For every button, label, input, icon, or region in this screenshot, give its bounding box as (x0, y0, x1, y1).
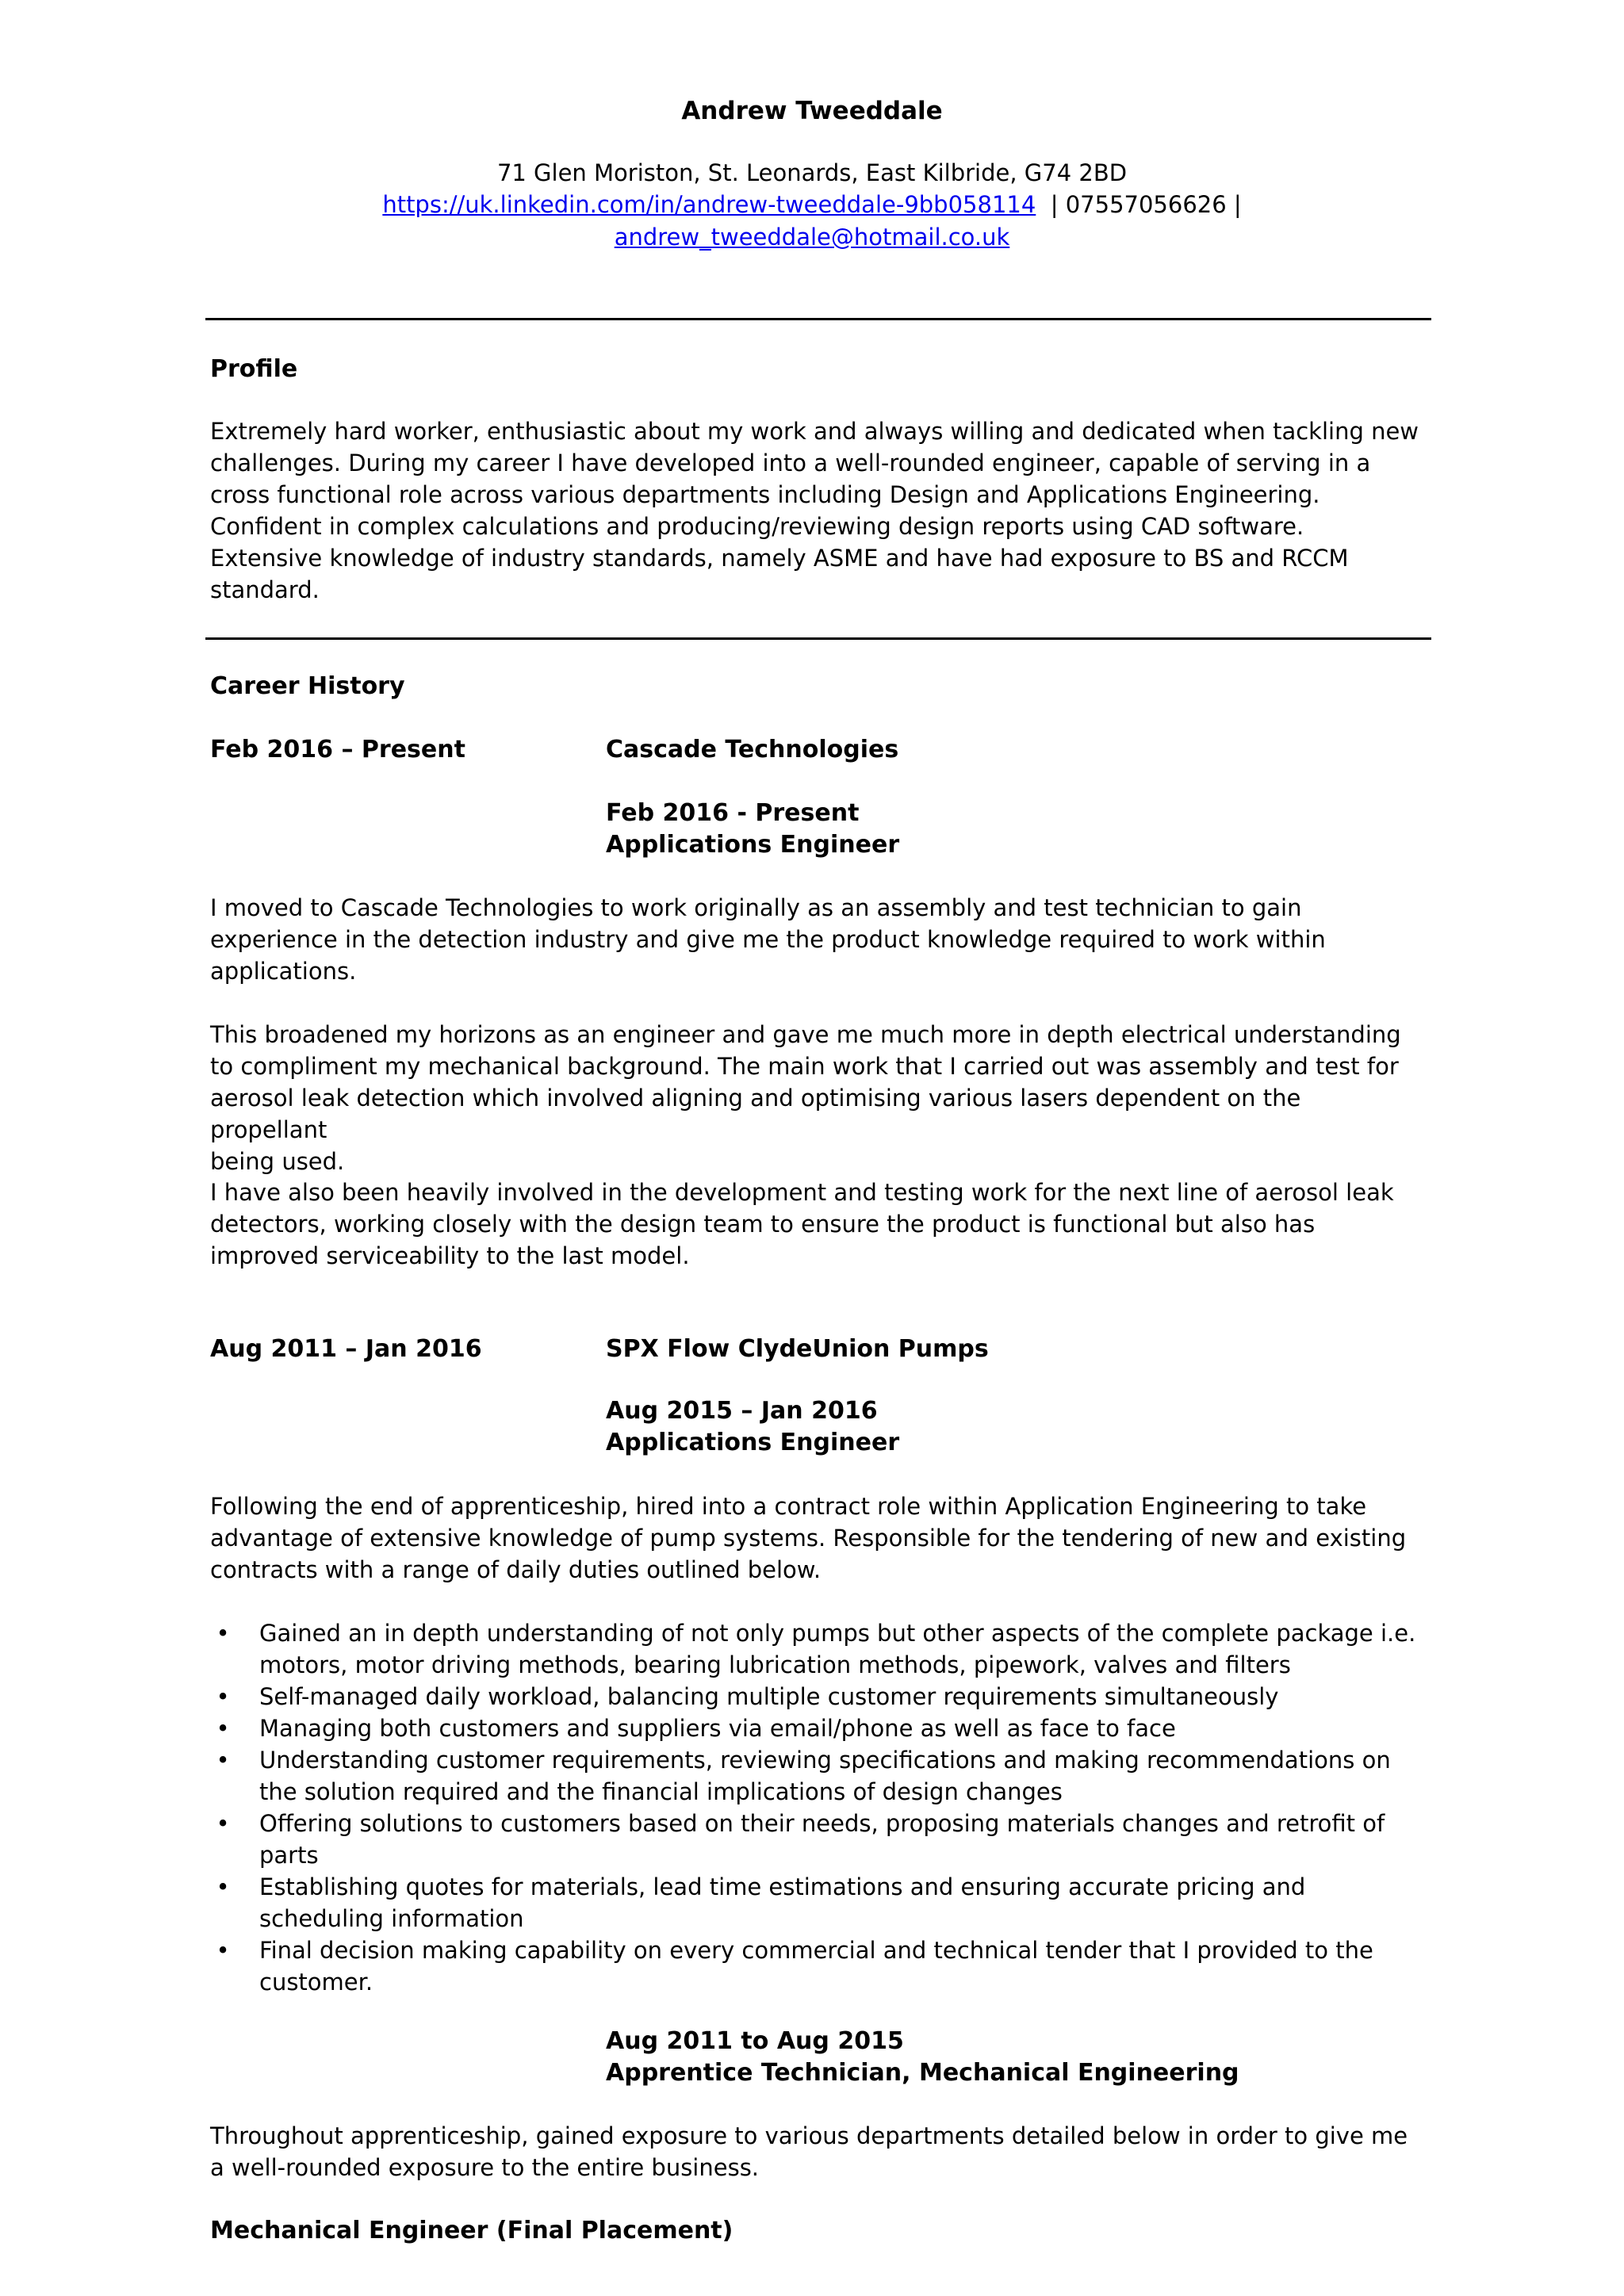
list-item: • Offering solutions to customers based on their needs, proposing materials changes and retrofit of parts (210, 1808, 1431, 1871)
role-title: Applications Engineer (606, 1429, 900, 1456)
bullet-icon: • (216, 1810, 230, 1837)
list-item: • Gained an in depth understanding of not only pumps but other aspects of the complete package i.e. motors, motor driving methods, bearing lubrication methods, pipework, valves and filters (210, 1617, 1431, 1681)
role-block (606, 798, 899, 861)
duties-list (210, 1617, 1431, 1998)
job-paragraph: I moved to Cascade Technologies to work originally as an assembly and test technician to gain experience in the detection industry and give me the product knowledge required to work within applications. (210, 894, 1326, 985)
list-item: • Understanding customer requirements, reviewing specifications and making recommendations on the solution required and the financial implications of design changes (210, 1744, 1431, 1808)
job-intro: Following the end of apprenticeship, hired into a contract role within Application Engineering to take advantage of extensive knowledge of pump systems. Responsible for the tendering of new and existing contracts with a range of daily duties outlined below. (210, 1493, 1407, 1583)
address: 71 Glen Moriston, St. Leonards, East Kilbride, G74 2BD (496, 159, 1128, 186)
list-item: • Managing both customers and suppliers via email/phone as well as face to face (210, 1712, 1431, 1744)
divider (205, 318, 1431, 320)
role-period: Aug 2015 – Jan 2016 (606, 1397, 878, 1425)
role-period: Aug 2011 to Aug 2015 (606, 2027, 904, 2055)
list-item: • Establishing quotes for materials, lead time estimations and ensuring accurate pricing and scheduling information (210, 1871, 1431, 1934)
phone-number: | 07557056626 | (1036, 191, 1242, 218)
bullet-icon: • (216, 1937, 230, 1964)
list-item: • Self-managed daily workload, balancing multiple customer requirements simultaneously (210, 1681, 1431, 1712)
bullet-icon: • (216, 1715, 230, 1742)
bullet-icon: • (216, 1873, 230, 1900)
bullet-icon: • (216, 1747, 230, 1774)
linkedin-link[interactable]: https://uk.linkedin.com/in/andrew-tweeddale-9bb058114 (382, 191, 1036, 218)
role-title: Apprentice Technician, Mechanical Engineering (606, 2059, 1239, 2087)
job-company: SPX Flow ClydeUnion Pumps (606, 1335, 989, 1363)
divider (205, 637, 1431, 640)
sub-heading: Mechanical Engineer (Final Placement) (210, 2217, 733, 2244)
email-line (0, 221, 1624, 253)
job-period: Aug 2011 – Jan 2016 (210, 1335, 482, 1363)
role-block (606, 1395, 899, 1459)
profile-heading: Profile (210, 355, 298, 383)
job-paragraph: Throughout apprenticeship, gained exposure to various departments detailed below in order to give me a well-rounded exposure to the entire business. (210, 2122, 1408, 2181)
candidate-name: Andrew Tweeddale (681, 97, 943, 125)
bullet-icon: • (216, 1683, 230, 1710)
job-period: Feb 2016 – Present (210, 736, 465, 763)
career-heading: Career History (210, 672, 405, 700)
role-block (606, 2026, 1239, 2089)
job-paragraph: I have also been heavily involved in the development and testing work for the next line of aerosol leak detectors, working closely with the design team to ensure the product is functional but also has improved serviceability to the last model. (210, 1179, 1394, 1269)
email-link[interactable]: andrew_tweeddale@hotmail.co.uk (614, 224, 1010, 251)
job-company: Cascade Technologies (606, 736, 899, 763)
role-period: Feb 2016 - Present (606, 799, 860, 827)
bullet-icon: • (216, 1620, 230, 1647)
job-paragraph: This broadened my horizons as an engineer and gave me much more in depth electrical understanding to compliment my mechanical background. The main work that I carried out was assembly and test for aerosol leak detection which involved aligning and optimising various lasers dependent on the propellant being used. (210, 1021, 1401, 1175)
list-item: • Final decision making capability on every commercial and technical tender that I provided to the customer. (210, 1934, 1431, 1998)
profile-text: Extremely hard worker, enthusiastic about my work and always willing and dedicated when tackling new challenges. During my career I have developed into a well-rounded engineer, capable of serving in a cross functional role across various departments including Design and Applications Engineering. Confident in complex calculations and producing/reviewing design reports using CAD software. Extensive knowledge of industry standards, namely ASME and have had exposure to BS and RCCM standard. (210, 418, 1419, 603)
contact-line (0, 189, 1624, 220)
role-title: Applications Engineer (606, 831, 900, 859)
